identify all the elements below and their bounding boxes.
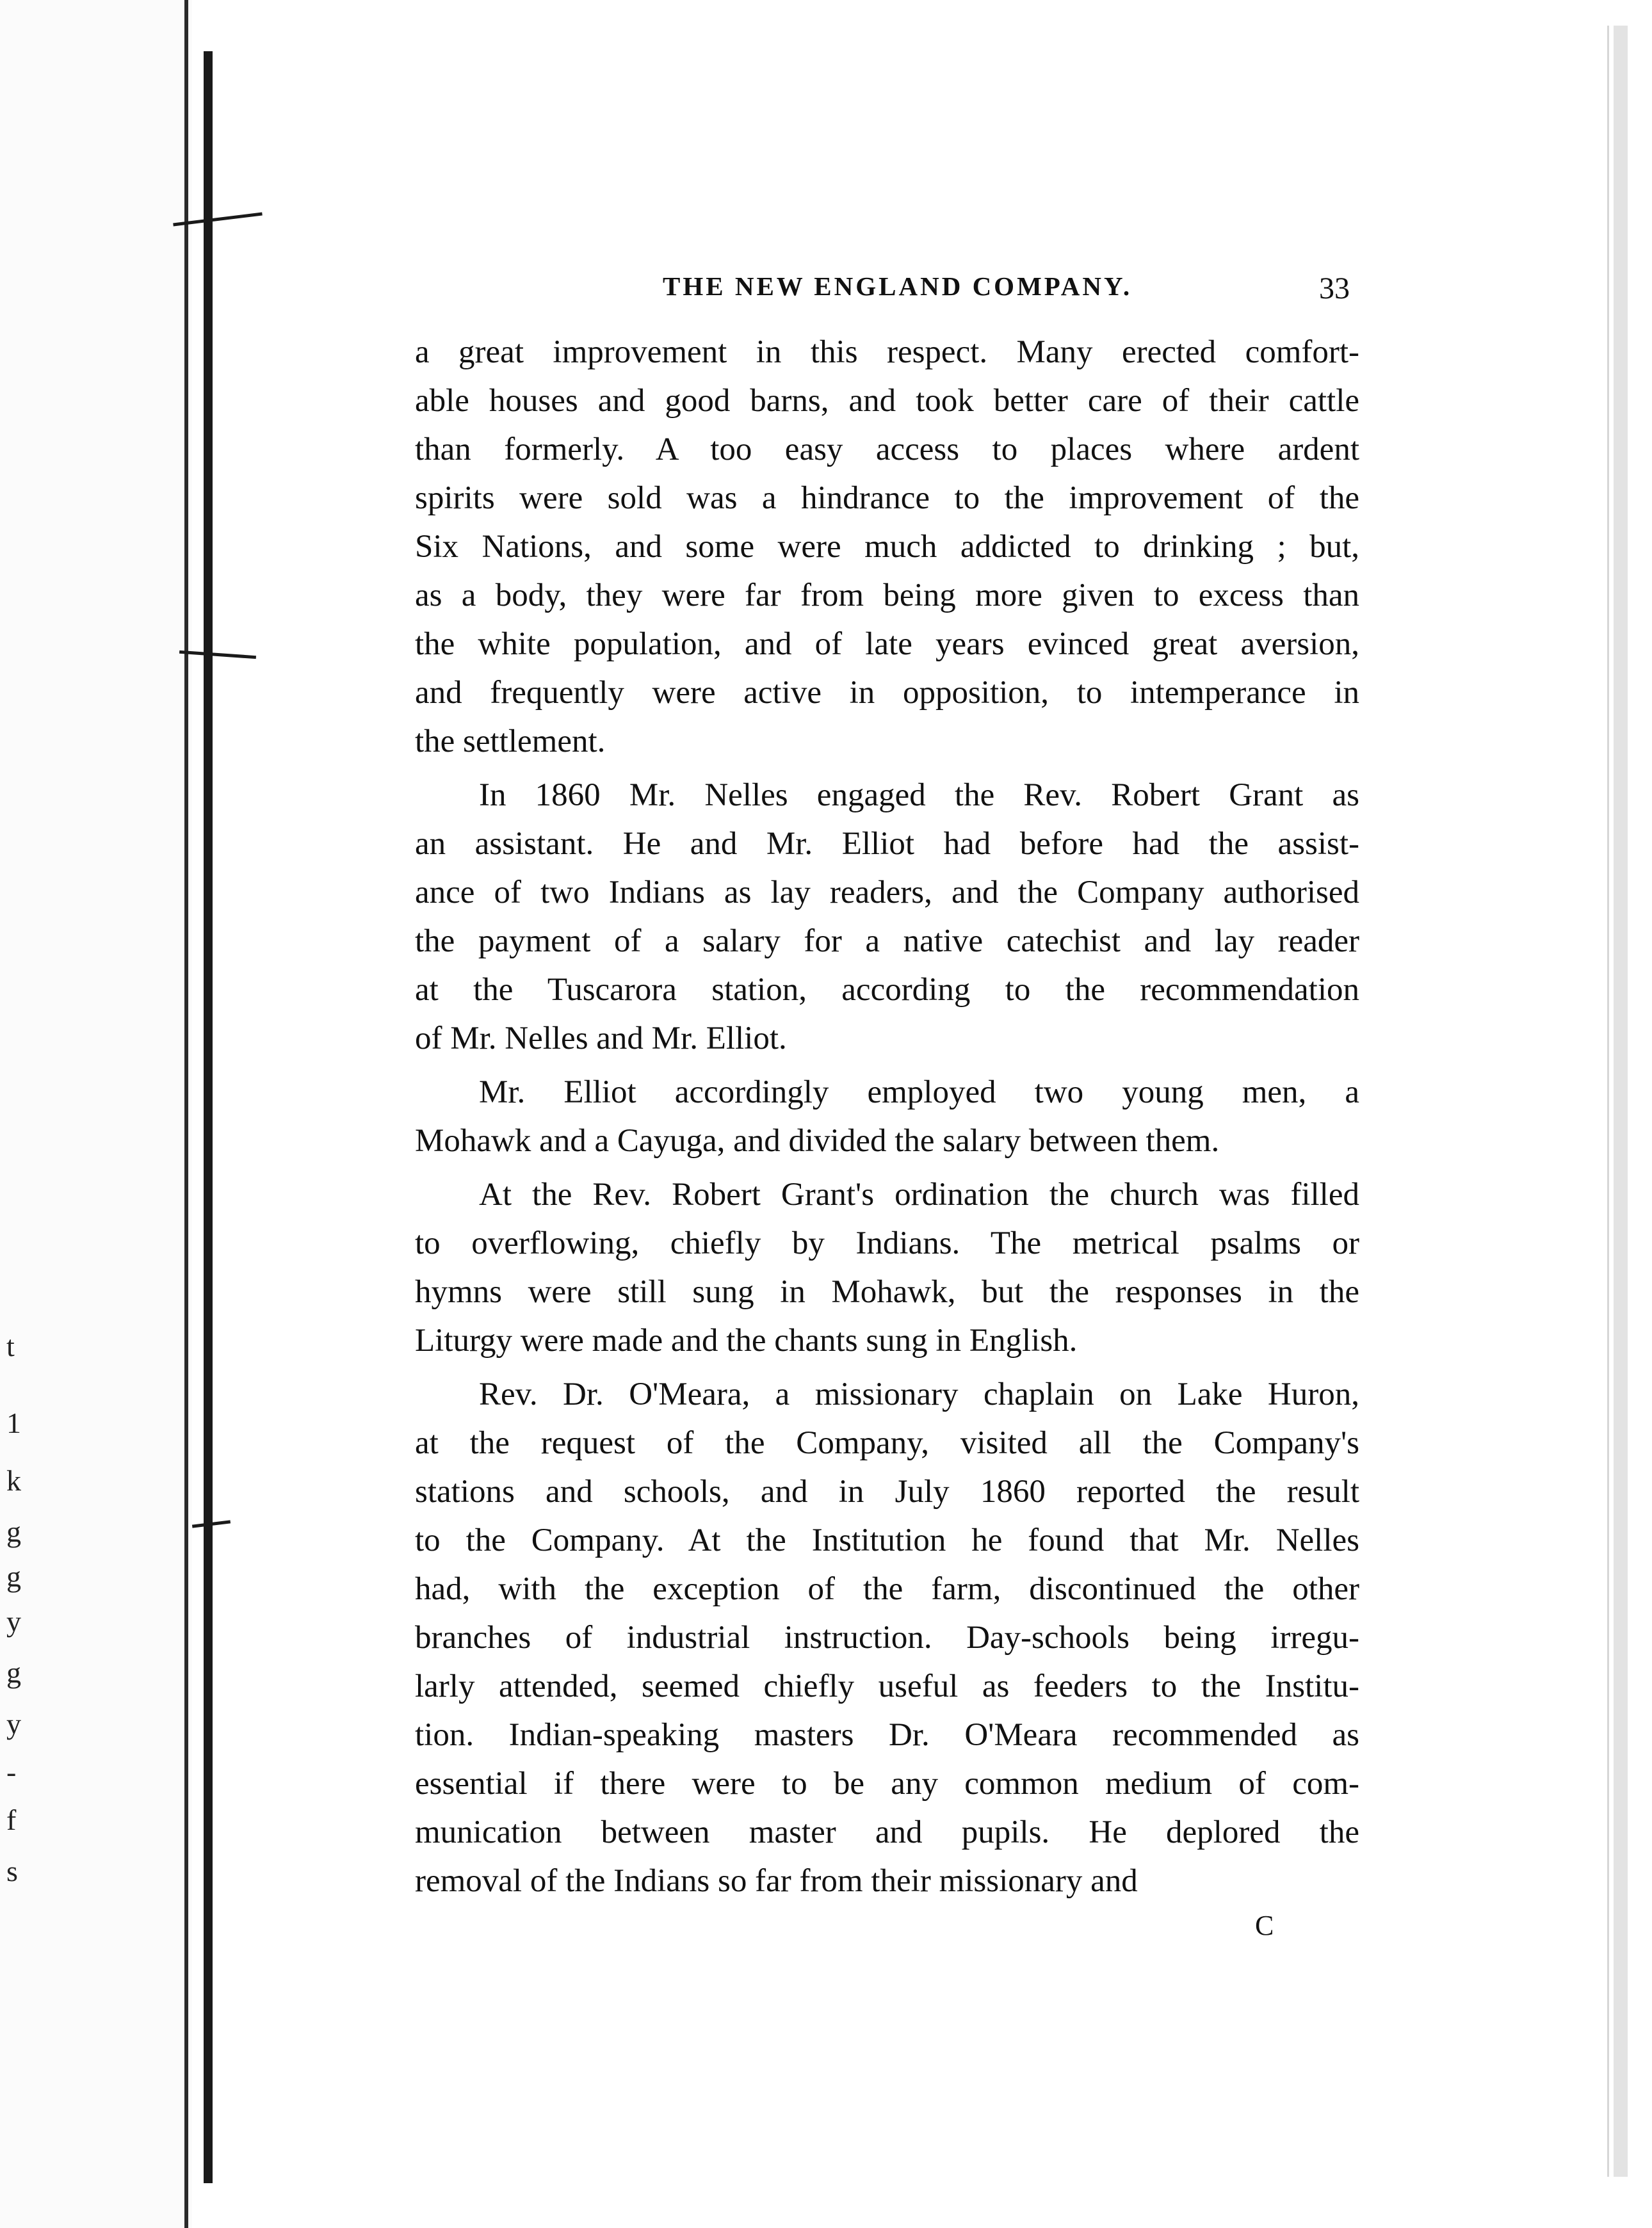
margin-fragment: g [6,1656,21,1689]
margin-fragment: k [6,1464,21,1497]
text-line: to overflowing, chiefly by Indians. The metrical psalms or [415,1225,1359,1261]
text-line: to the Company. At the Institution he found that Mr. Nelles [415,1522,1359,1558]
text-line: At the Rev. Robert Grant's ordination the church was filled [479,1177,1359,1213]
text-line: hymns were still sung in Mohawk, but the responses in the [415,1274,1359,1310]
body-text [415,328,1359,1910]
paragraph [415,1370,1359,1905]
page-edge-shadow [1614,26,1628,2177]
paragraph [415,771,1359,1063]
binding-gutter [204,51,213,2183]
text-line: ance of two Indians as lay readers, and the Company authorised [415,875,1359,910]
text-line: and frequently were active in opposition, to intemperance in [415,675,1359,711]
margin-fragment: - [6,1756,17,1788]
text-line: able houses and good barns, and took better care of their cattle [415,383,1359,419]
margin-fragment: f [6,1804,17,1836]
facing-page [0,0,192,2228]
margin-fragment: g [6,1515,21,1548]
text-line: munication between master and pupils. He deplored the [415,1814,1359,1850]
margin-fragment: y [6,1707,21,1740]
text-line: spirits were sold was a hindrance to the improvement of the [415,480,1359,516]
text-line: a great improvement in this respect. Many erected comfort- [415,334,1359,370]
margin-fragment: s [6,1855,18,1887]
text-line: Liturgy were made and the chants sung in English. [415,1323,1078,1359]
page-number: 33 [1319,271,1350,305]
text-line: Rev. Dr. O'Meara, a missionary chaplain on Lake Huron, [479,1376,1359,1412]
text-line: than formerly. A too easy access to places where ardent [415,432,1359,467]
text-line: an assistant. He and Mr. Elliot had before had the assist- [415,826,1359,862]
text-line: had, with the exception of the farm, discontinued the other [415,1571,1359,1607]
paragraph [415,1170,1359,1365]
running-head: THE NEW ENGLAND COMPANY. [663,271,1133,301]
paragraph [415,1068,1359,1165]
text-line: In 1860 Mr. Nelles engaged the Rev. Robert Grant as [479,777,1359,813]
margin-fragment: 1 [6,1407,21,1439]
text-line: Mr. Elliot accordingly employed two young men, a [479,1074,1359,1110]
text-line: as a body, they were far from being more given to excess than [415,577,1359,613]
margin-fragment: g [6,1560,21,1593]
text-line: Mohawk and a Cayuga, and divided the salary between them. [415,1123,1220,1159]
text-line: of Mr. Nelles and Mr. Elliot. [415,1021,787,1056]
text-line: at the Tuscarora station, according to the recommendation [415,972,1359,1008]
facing-page-edge [184,0,188,2228]
text-line: tion. Indian-speaking masters Dr. O'Meara recommended as [415,1717,1359,1753]
text-line: larly attended, seemed chiefly useful as feeders to the Institu- [415,1668,1359,1704]
text-line: stations and schools, and in July 1860 reported the result [415,1474,1359,1510]
text-line: at the request of the Company, visited all the Company's [415,1425,1359,1461]
text-line: the white population, and of late years evinced great aversion, [415,626,1359,662]
text-line: the payment of a salary for a native catechist and lay reader [415,923,1359,959]
text-line: removal of the Indians so far from their missionary and [415,1863,1138,1899]
text-line: Six Nations, and some were much addicted to drinking ; but, [415,529,1359,565]
text-line: the settlement. [415,723,606,759]
margin-fragment: t [6,1330,15,1362]
paragraph [415,328,1359,766]
margin-fragment: y [6,1605,21,1638]
text-line: essential if there were to be any common medium of com- [415,1766,1359,1802]
signature-mark: C [1255,1910,1274,1941]
text-line: branches of industrial instruction. Day-schools being irregu- [415,1620,1359,1656]
